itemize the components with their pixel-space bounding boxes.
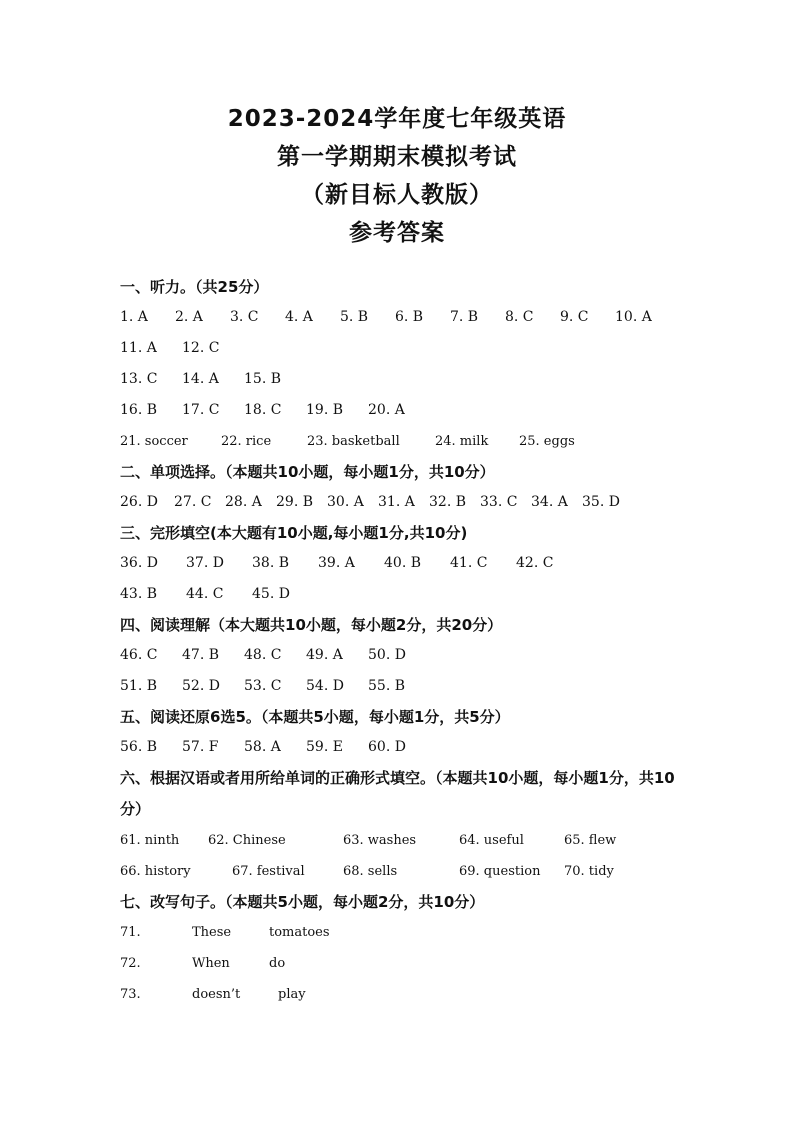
answer-item: 43. B — [120, 586, 158, 602]
answer-item: 29. B — [276, 494, 314, 510]
answer-item: 68. sells — [343, 864, 398, 879]
answer-row — [120, 825, 690, 856]
answer-row — [120, 979, 690, 1010]
answer-item: 6. B — [395, 309, 424, 325]
answer-item: 45. D — [252, 586, 290, 602]
answer-item: 26. D — [120, 494, 158, 510]
title-block — [0, 100, 794, 252]
section-heading: 一、听力。（共25分） — [120, 278, 269, 296]
answer-item: 60. D — [368, 739, 406, 755]
exam-title-edition: （新目标人教版） — [301, 182, 493, 208]
answer-item: 59. E — [306, 739, 343, 755]
answer-item: 25. eggs — [519, 434, 575, 449]
answer-item: 28. A — [225, 494, 262, 510]
answer-row — [120, 426, 690, 457]
section-heading: 四、阅读理解（本大题共10小题，每小题2分，共20分） — [120, 616, 503, 634]
section-heading: 七、改写句子。（本题共5小题，每小题2分，共10分） — [120, 893, 485, 911]
exam-title-year: 2023-2024学年度七年级英语 — [227, 106, 567, 132]
section-heading: 二、单项选择。（本题共10小题，每小题1分，共10分） — [120, 463, 495, 481]
answer-item: 10. A — [615, 309, 652, 325]
answer-row — [120, 487, 690, 518]
answer-item: 30. A — [327, 494, 364, 510]
answer-row — [120, 917, 690, 948]
answer-row — [120, 856, 690, 887]
answer-item: doesn’t — [192, 987, 241, 1002]
answer-item: 23. basketball — [307, 434, 400, 449]
answer-item: 54. D — [306, 678, 344, 694]
section-heading: 六、根据汉语或者用所给单词的正确形式填空。（本题共10小题，每小题1分，共10分） — [120, 769, 675, 818]
answer-item: 32. B — [429, 494, 467, 510]
answer-content — [120, 272, 690, 1010]
answer-item: 46. C — [120, 647, 158, 663]
answer-item: 61. ninth — [120, 833, 180, 848]
answer-item: 50. D — [368, 647, 406, 663]
answer-item: tomatoes — [269, 925, 330, 940]
answer-item: 62. Chinese — [208, 833, 286, 848]
answer-item: 41. C — [450, 555, 488, 571]
answer-row — [120, 671, 690, 702]
answer-item: 4. A — [285, 309, 313, 325]
answer-item: play — [278, 987, 306, 1002]
answer-item: 27. C — [174, 494, 212, 510]
answer-item: 51. B — [120, 678, 158, 694]
answer-row — [120, 732, 690, 763]
answer-item: 49. A — [306, 647, 343, 663]
answer-item: 17. C — [182, 402, 220, 418]
answer-item: 56. B — [120, 739, 158, 755]
answer-row — [120, 548, 690, 579]
answer-item: 13. C — [120, 371, 158, 387]
answer-item: 67. festival — [232, 864, 305, 879]
answer-item: 8. C — [505, 309, 534, 325]
answer-item: 69. question — [459, 864, 541, 879]
answer-item: 7. B — [450, 309, 479, 325]
answer-item: These — [192, 925, 232, 940]
answer-item: 66. history — [120, 864, 191, 879]
answer-item: 52. D — [182, 678, 220, 694]
answer-item: 33. C — [480, 494, 518, 510]
answer-row — [120, 333, 690, 364]
answer-row — [120, 302, 690, 333]
answer-item: 24. milk — [435, 434, 489, 449]
answer-item: 16. B — [120, 402, 158, 418]
answer-item: 1. A — [120, 309, 148, 325]
answer-item: 35. D — [582, 494, 620, 510]
answer-item: 73. — [120, 987, 141, 1002]
answer-item: 40. B — [384, 555, 422, 571]
section-heading: 五、阅读还原6选5。（本题共5小题，每小题1分，共5分） — [120, 708, 510, 726]
answer-item: 63. washes — [343, 833, 417, 848]
section-heading: 三、完形填空(本大题有10小题,每小题1分,共10分) — [120, 524, 468, 542]
answer-row — [120, 395, 690, 426]
answer-item: 71. — [120, 925, 141, 940]
answer-item: 14. A — [182, 371, 219, 387]
answer-item: 18. C — [244, 402, 282, 418]
answer-item: 39. A — [318, 555, 355, 571]
exam-title-answer-key: 参考答案 — [349, 220, 445, 246]
answer-item: 2. A — [175, 309, 203, 325]
answer-item: 47. B — [182, 647, 220, 663]
answer-item: 64. useful — [459, 833, 524, 848]
answer-item: 34. A — [531, 494, 568, 510]
answer-item: 72. — [120, 956, 141, 971]
answer-item: 20. A — [368, 402, 405, 418]
answer-item: 57. F — [182, 739, 219, 755]
answer-item: 22. rice — [221, 434, 272, 449]
answer-item: 3. C — [230, 309, 259, 325]
answer-item: 37. D — [186, 555, 224, 571]
answer-item: 9. C — [560, 309, 589, 325]
answer-item: 21. soccer — [120, 434, 188, 449]
answer-item: 19. B — [306, 402, 344, 418]
answer-item: 55. B — [368, 678, 406, 694]
answer-item: 31. A — [378, 494, 415, 510]
answer-item: 15. B — [244, 371, 282, 387]
answer-item: 65. flew — [564, 833, 617, 848]
answer-item: 58. A — [244, 739, 281, 755]
answer-item: When — [192, 956, 230, 971]
answer-item: 36. D — [120, 555, 158, 571]
answer-item: 44. C — [186, 586, 224, 602]
answer-row — [120, 948, 690, 979]
answer-item: 42. C — [516, 555, 554, 571]
answer-row — [120, 640, 690, 671]
answer-item: 48. C — [244, 647, 282, 663]
answer-row — [120, 579, 690, 610]
answer-item: do — [269, 956, 286, 971]
answer-item: 38. B — [252, 555, 290, 571]
answer-item: 5. B — [340, 309, 369, 325]
answer-item: 12. C — [182, 340, 220, 356]
answer-row — [120, 364, 690, 395]
answer-item: 53. C — [244, 678, 282, 694]
exam-title-name: 第一学期期末模拟考试 — [277, 144, 517, 170]
answer-item: 70. tidy — [564, 864, 614, 879]
answer-item: 11. A — [120, 340, 157, 356]
